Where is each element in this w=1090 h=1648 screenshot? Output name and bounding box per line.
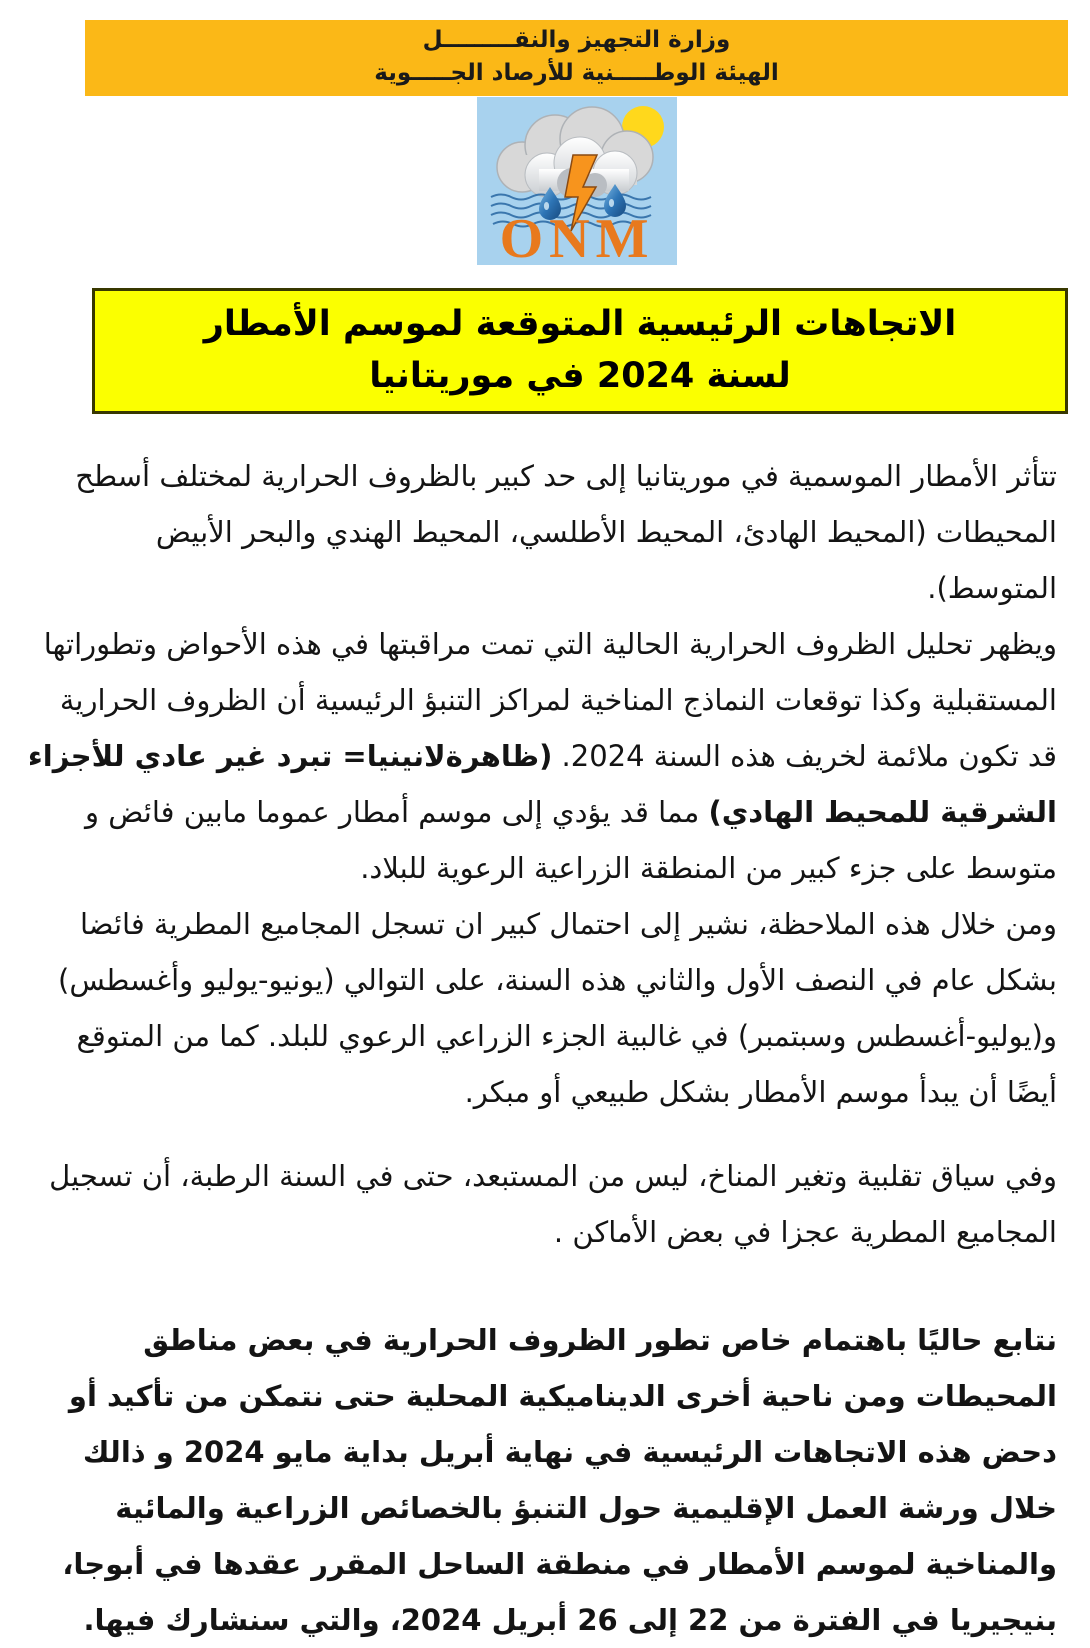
paragraph-monitoring-workshop: نتابع حاليًا باهتمام خاص تطور الظروف الحرارية في بعض مناطق المحيطات ومن ناحية أخرى الديناميكية المحلية حتى نتمكن من تأكيد أو دحض هذه الاتجاهات الرئيسية في نهاية أبريل بداية مايو 2024 و ذالك خلال ورشة العمل الإقليمية حول التنبؤ بالخصائص الزراعية والمائية والمناخية لموسم الأمطار في منطقة الساحل المقرر عقدها في أبوجا، بنيجيريا في الفترة من 22 إلى 26 أبريل 2024، والتي سنشارك فيها. <box>62 1323 1057 1637</box>
paragraph-thermal-analysis-text-2: مما قد يؤدي إلى موسم أمطار عموما مابين فائض و متوسط على جزء كبير من المنطقة الزراعية الرعوية للبلاد. <box>85 795 1057 885</box>
onm-logo-text: ONM <box>499 208 655 265</box>
onm-logo-graphic <box>477 97 677 265</box>
paragraph-climate-variability: وفي سياق تقلبية وتغير المناخ، ليس من المستبعد، حتى في السنة الرطبة، أن تسجيل المجاميع المطرية عجزا في بعض الأماكن . <box>49 1159 1057 1249</box>
onm-weather-logo <box>477 97 677 265</box>
title-line-2: لسنة 2024 في موريتانيا <box>369 356 791 396</box>
ministry-name: وزارة التجهيز والنقـــــــــل <box>422 27 731 53</box>
paragraph-rainfall-surplus: ومن خلال هذه الملاحظة، نشير إلى احتمال كبير ان تسجل المجاميع المطرية فائضا بشكل عام في النصف الأول والثاني هذه السنة، على التوالي (يونيو-يوليو وأغسطس) و(يوليو-أغسطس وسبتمبر) في غالبية الجزء الزراعي الرعوي للبلد. كما من المتوقع أيضًا أن يبدأ موسم الأمطار بشكل طبيعي أو مبكر. <box>58 907 1057 1109</box>
document-body <box>25 448 1057 1648</box>
la-nina-definition-bold: (ظاهرةلانينيا= تبرد غير عادي للأجزاء الشرقية للمحيط الهادي) <box>27 739 1057 829</box>
ministry-header-banner <box>85 20 1068 96</box>
paragraph-ocean-influence: تتأثر الأمطار الموسمية في موريتانيا إلى حد كبير بالظروف الحرارية لمختلف أسطح المحيطات (المحيط الهادئ، المحيط الأطلسي، المحيط الهندي والبحر الأبيض المتوسط). <box>75 459 1057 605</box>
paragraph-thermal-analysis-text-1: ويظهر تحليل الظروف الحرارية الحالية التي تمت مراقبتها في هذه الأحواض وتطوراتها المستقبلية وكذا توقعات النماذج المناخية لمراكز التنبؤ الرئيسية أن الظروف الحرارية قد تكون ملائمة لخريف هذه السنة 2024. <box>43 627 1057 773</box>
document-title-box <box>92 288 1068 414</box>
paragraph-thermal-analysis <box>25 616 1057 896</box>
agency-name: الهيئة الوطـــــنية للأرصاد الجـــــوية <box>374 60 779 86</box>
title-line-1: الاتجاهات الرئيسية المتوقعة لموسم الأمطار <box>203 304 957 344</box>
